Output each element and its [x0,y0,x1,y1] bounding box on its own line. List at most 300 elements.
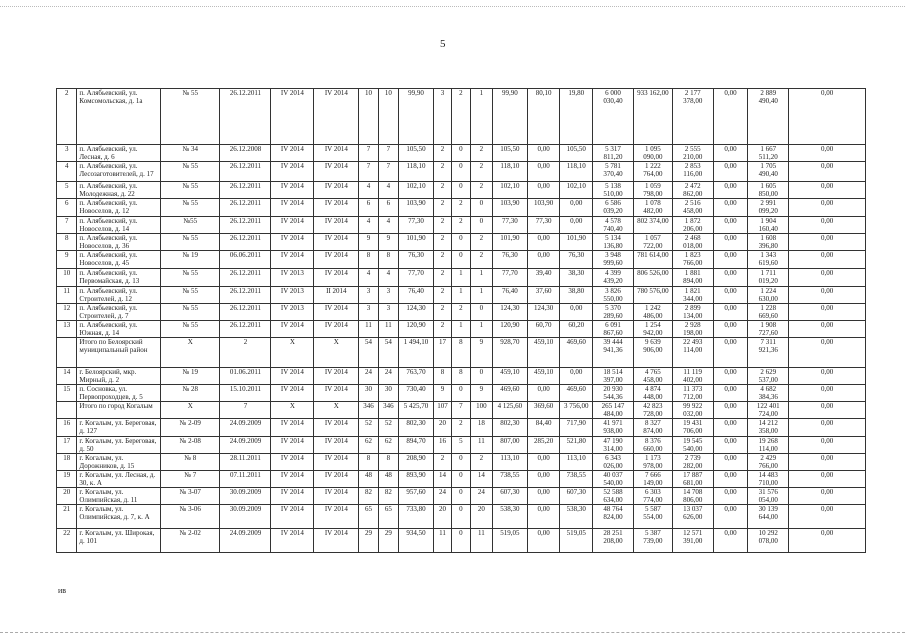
table-cell: 99,90 [493,89,528,145]
table-cell: 3 948 999,60 [593,251,634,269]
table-cell: IV 2014 [271,217,314,234]
table-cell: 13 [57,321,77,338]
table-cell: IV 2014 [271,199,314,217]
table-cell: 26.12.2011 [220,321,271,338]
table-cell: 2 177 378,00 [672,89,713,145]
table-cell: 4 [378,269,398,287]
table-cell: IV 2014 [271,251,314,269]
table-cell: 519,05 [560,529,593,553]
table-cell: 8 [378,454,398,471]
table-cell: 102,10 [399,182,434,199]
table-cell: 65 [378,505,398,529]
table-cell: 10 [359,89,378,145]
table-cell: IV 2014 [314,182,359,199]
table-cell: № 2-08 [161,437,220,454]
table-cell: 99,90 [399,89,434,145]
table-cell: 521,80 [560,437,593,454]
table-cell: 802,30 [493,419,528,437]
table-cell: 0,00 [713,217,748,234]
table-cell: 8 [57,234,77,251]
table-cell: 52 [359,419,378,437]
table-cell: 19 431 706,00 [672,419,713,437]
table-cell: 3 [433,89,451,145]
table-cell: IV 2014 [314,162,359,182]
table-cell: 0 [452,182,470,199]
address-cell: п. Алябьевский, ул. Новоселов, д. 14 [77,217,161,234]
table-cell: IV 2014 [314,437,359,454]
table-cell: 4 874 448,00 [633,385,672,402]
table-cell: 26.12.2011 [220,217,271,234]
table-cell: 9 639 906,00 [633,338,672,368]
table-cell: 29 [359,529,378,553]
table-cell: 1 [452,269,470,287]
table-cell: 14 [470,471,492,488]
table-cell: 8 [452,338,470,368]
table-cell: 1 711 019,20 [748,269,789,287]
table-cell: 0,00 [527,488,560,505]
table-cell: 0,00 [713,385,748,402]
table-cell: № 55 [161,162,220,182]
address-cell: г. Когалым, ул. Широкая, д. 101 [77,529,161,553]
table-cell: 3 826 550,00 [593,287,634,304]
table-cell: 11 373 712,00 [672,385,713,402]
table-cell: 0 [452,145,470,162]
table-cell: 4 399 439,20 [593,269,634,287]
table-cell: 0,00 [789,251,866,269]
table-cell: 17 [57,437,77,454]
address-cell: г. Когалым, ул. Береговая, д. 127 [77,419,161,437]
table-cell: 0,00 [713,488,748,505]
table-cell: 82 [378,488,398,505]
table-cell: 957,60 [399,488,434,505]
table-cell: 4 125,60 [493,402,528,419]
table-cell: 0,00 [713,251,748,269]
table-cell: № 55 [161,287,220,304]
address-cell: п. Сосновка, ул. Первопроходцев, д. 5 [77,385,161,402]
scan-edge-bottom [0,632,905,634]
table-row [57,217,866,234]
table-cell: 30 139 644,00 [748,505,789,529]
table-cell: 4 682 384,36 [748,385,789,402]
table-cell: IV 2014 [271,234,314,251]
table-cell: 9 [378,234,398,251]
table-cell: X [314,338,359,368]
table-cell: 6 [57,199,77,217]
table-cell: 19 268 114,00 [748,437,789,454]
table-cell: 738,55 [560,471,593,488]
table-cell: 21 [57,505,77,529]
table-cell: 9 [470,385,492,402]
table-cell: № 2-02 [161,529,220,553]
table-cell: 10 [57,269,77,287]
table-cell: 18 [57,454,77,471]
table-cell: 7 311 921,36 [748,338,789,368]
table-cell: 469,60 [560,385,593,402]
table-cell: IV 2014 [271,529,314,553]
table-cell: 4 765 458,00 [633,368,672,385]
table-cell: X [314,402,359,419]
table-cell: 0,00 [789,437,866,454]
table-cell: IV 2014 [314,251,359,269]
table-cell: 06.06.2011 [220,251,271,269]
table-cell: 9 [470,338,492,368]
table-cell: 2 853 116,00 [672,162,713,182]
table-cell: 0,00 [789,505,866,529]
table-cell: IV 2013 [271,269,314,287]
table-cell: 2 [470,234,492,251]
table-cell: № 7 [161,471,220,488]
table-cell: 12 571 391,00 [672,529,713,553]
table-cell: 29 [378,529,398,553]
table-cell: IV 2014 [314,199,359,217]
table-cell: 0,00 [713,338,748,368]
table-cell: 103,90 [493,199,528,217]
table-cell: 0,00 [789,419,866,437]
table-cell: 2 [452,89,470,145]
table-cell: 1 [470,321,492,338]
table-cell: 5 370 289,60 [593,304,634,321]
table-cell: IV 2014 [314,217,359,234]
table-cell: 2 [433,321,451,338]
table-cell: 4 578 740,40 [593,217,634,234]
table-cell: 346 [378,402,398,419]
table-cell: № 55 [161,269,220,287]
table-cell: 11 [470,529,492,553]
table-cell: IV 2014 [314,234,359,251]
table-cell: 118,10 [560,162,593,182]
address-cell: Итого по Белоярский муниципальный район [77,338,161,368]
table-cell: 28.11.2011 [220,454,271,471]
table-cell: 1 222 764,00 [633,162,672,182]
table-cell: 101,90 [493,234,528,251]
table-cell: 0 [470,199,492,217]
table-cell: 0,00 [527,471,560,488]
table-cell: 2 [433,217,451,234]
table-cell: 0 [452,454,470,471]
table-cell: 28 251 208,00 [593,529,634,553]
table-cell: 1 667 511,20 [748,145,789,162]
table-cell: 100 [470,402,492,419]
table-cell: 48 [359,471,378,488]
table-cell: 1 095 090,00 [633,145,672,162]
table-cell: 285,20 [527,437,560,454]
table-cell: 118,10 [493,162,528,182]
table-cell: 1 078 482,00 [633,199,672,217]
table-cell: 4 [378,217,398,234]
table-cell: 0 [452,505,470,529]
table-cell: № 2-09 [161,419,220,437]
table-cell: 346 [359,402,378,419]
table-cell: 7 [452,402,470,419]
table-cell: 15.10.2011 [220,385,271,402]
table-cell: 0,00 [560,199,593,217]
table-cell: 7 [359,145,378,162]
table-cell: № 55 [161,89,220,145]
table-cell: 77,30 [527,217,560,234]
table-cell: 24.09.2009 [220,437,271,454]
table-cell: 42 823 728,00 [633,402,672,419]
table-cell: 781 614,00 [633,251,672,269]
table-cell: 14 483 710,00 [748,471,789,488]
table-cell: 3 756,00 [560,402,593,419]
table-cell: 76,30 [399,251,434,269]
table-cell: 48 764 824,00 [593,505,634,529]
table-body [57,89,866,553]
table-cell: 3 [359,304,378,321]
table-cell: IV 2014 [271,182,314,199]
table-cell: 8 376 660,00 [633,437,672,454]
table-row [57,182,866,199]
table-cell: 0,00 [789,385,866,402]
table-cell: IV 2014 [314,488,359,505]
table-cell: 0 [452,529,470,553]
table-cell: 41 971 938,00 [593,419,634,437]
table-cell: 2 [433,199,451,217]
table-cell: 0,00 [560,217,593,234]
table-cell: 763,70 [399,368,434,385]
table-cell: 0,00 [527,505,560,529]
table-cell: 0,00 [789,182,866,199]
table-cell: 1 [470,89,492,145]
table-cell: 40 037 540,00 [593,471,634,488]
table-cell: 1 [452,287,470,304]
table-cell: 62 [359,437,378,454]
table-cell: 0,00 [789,368,866,385]
table-cell: 0,00 [789,269,866,287]
table-cell: 18 [470,419,492,437]
table-cell: 1 254 942,00 [633,321,672,338]
table-cell: 0,00 [789,234,866,251]
table-cell: 1 224 630,00 [748,287,789,304]
table-cell: 2 [452,419,470,437]
table-cell: 120,90 [399,321,434,338]
table-row [57,385,866,402]
address-cell: п. Алябьевский, ул. Южная, д. 14 [77,321,161,338]
table-cell: IV 2014 [271,419,314,437]
table-cell: 2 [470,454,492,471]
table-cell: IV 2014 [314,145,359,162]
table-cell: 30 [378,385,398,402]
table-cell: IV 2014 [314,529,359,553]
table-cell: 3 [57,145,77,162]
table-cell: 16 [57,419,77,437]
table-cell: 0,00 [713,437,748,454]
table-cell: IV 2014 [271,145,314,162]
table-cell: 730,40 [399,385,434,402]
table-cell: 0,00 [527,145,560,162]
table-cell: 1 057 722,00 [633,234,672,251]
table-row [57,529,866,553]
address-cell: г. Когалым, ул. Олимпийская, д. 11 [77,488,161,505]
table-cell: 0,00 [713,269,748,287]
table-cell: 2 [433,182,451,199]
table-cell: 77,70 [399,269,434,287]
footnote-mark: ив [58,586,67,595]
table-cell: 2 [470,145,492,162]
table-cell: 17 [433,338,451,368]
table-cell: 101,90 [399,234,434,251]
table-row [57,454,866,471]
table-cell: 933 162,00 [633,89,672,145]
table-cell: 1 872 206,00 [672,217,713,234]
table-cell: 38,30 [560,269,593,287]
table-cell: 8 [433,368,451,385]
table-row [57,368,866,385]
table-cell: 26.12.2011 [220,287,271,304]
table-row [57,338,866,368]
table-cell: IV 2014 [271,471,314,488]
table-cell: 60,70 [527,321,560,338]
table-cell: 7 [57,217,77,234]
table-row [57,145,866,162]
table-cell: 07.11.2011 [220,471,271,488]
table-cell: 7 [378,145,398,162]
table-cell: IV 2013 [271,304,314,321]
table-cell: IV 2014 [271,89,314,145]
table-cell: 18 514 397,00 [593,368,634,385]
table-cell: 39,40 [527,269,560,287]
table-cell: 26.12.2011 [220,89,271,145]
table-cell: 11 [378,321,398,338]
table-cell: 2 [452,199,470,217]
table-cell: 13 037 626,00 [672,505,713,529]
table-cell: 0,00 [527,234,560,251]
table-cell: 105,50 [399,145,434,162]
table-cell: 1 [470,287,492,304]
table-cell: 2 [452,304,470,321]
table-cell: 122 401 724,00 [748,402,789,419]
table-cell: 0,00 [713,162,748,182]
table-cell: 15 [57,385,77,402]
table-cell: 0,00 [713,234,748,251]
table-cell: 0,00 [713,419,748,437]
table-cell: 60,20 [560,321,593,338]
table-cell: IV 2014 [271,488,314,505]
table-cell: 2 [470,182,492,199]
table-cell: 0,00 [789,89,866,145]
table-cell: 7 666 149,00 [633,471,672,488]
table-cell: 118,10 [399,162,434,182]
table-cell: 2 472 862,00 [672,182,713,199]
table-cell: 369,60 [527,402,560,419]
table-cell: 26.12.2008 [220,145,271,162]
table-cell: 20 [470,505,492,529]
address-cell: п. Алябьевский, ул. Новоселов, д. 12 [77,199,161,217]
table-cell: 607,30 [493,488,528,505]
table-cell: 1 608 396,80 [748,234,789,251]
table-cell: 48 [378,471,398,488]
table-row [57,251,866,269]
table-cell: 538,30 [493,505,528,529]
table-cell: 124,30 [399,304,434,321]
table-cell: 22 [57,529,77,553]
table-cell: IV 2014 [271,162,314,182]
table-cell: 469,60 [493,385,528,402]
table-cell: 30.09.2009 [220,488,271,505]
table-cell: 9 [433,385,451,402]
table-cell: 469,60 [560,338,593,368]
table-cell: 16 [433,437,451,454]
table-cell: 806 526,00 [633,269,672,287]
table-cell: 0,00 [713,182,748,199]
table-cell: 24.09.2009 [220,419,271,437]
table-cell: 0,00 [789,145,866,162]
table-cell: 0,00 [713,145,748,162]
table-cell: 0,00 [789,338,866,368]
table-cell: 11 [470,437,492,454]
table-cell: 14 708 806,00 [672,488,713,505]
table-cell: 4 [359,182,378,199]
table-cell: №55 [161,217,220,234]
table-cell: 0,00 [789,321,866,338]
table-cell: 717,90 [560,419,593,437]
address-cell: п. Алябьевский, ул. Строителей, д. 7 [77,304,161,321]
table-cell: 0,00 [713,199,748,217]
table-cell: 0,00 [789,304,866,321]
table-cell: 101,90 [560,234,593,251]
table-cell: 11 [433,529,451,553]
table-cell: 80,10 [527,89,560,145]
table-cell: 22 493 114,00 [672,338,713,368]
table-cell: 62 [378,437,398,454]
table-row [57,162,866,182]
table-cell: 5 134 136,80 [593,234,634,251]
table-cell: 0,00 [713,529,748,553]
table-cell: 6 [378,199,398,217]
table-cell: 24 [470,488,492,505]
table-row [57,419,866,437]
table-cell: IV 2014 [314,321,359,338]
table-cell: 3 [359,287,378,304]
table-cell: 2 [433,269,451,287]
table-row [57,437,866,454]
table-cell: 102,10 [493,182,528,199]
table-cell: 10 292 078,00 [748,529,789,553]
table-cell: 6 [359,199,378,217]
table-cell: 519,05 [493,529,528,553]
table-cell: 1 904 160,40 [748,217,789,234]
table-cell: 0,00 [713,402,748,419]
table-cell: 2 [57,89,77,145]
table-cell: 0,00 [713,454,748,471]
table-cell: 7 [220,402,271,419]
address-cell: Итого по город Когалым [77,402,161,419]
table-cell: 0,00 [527,385,560,402]
table-cell: 52 [378,419,398,437]
table-cell: 4 [359,217,378,234]
table-cell: IV 2014 [271,368,314,385]
table-cell: 894,70 [399,437,434,454]
table-cell: 4 [378,182,398,199]
table-cell: 19 545 540,00 [672,437,713,454]
table-cell: 2 629 537,00 [748,368,789,385]
table-cell: 8 327 874,00 [633,419,672,437]
table-cell: 2 [433,145,451,162]
table-row [57,234,866,251]
table-cell: 10 [378,89,398,145]
table-cell: 0,00 [713,287,748,304]
table-cell: 2 516 458,00 [672,199,713,217]
address-cell: п. Алябьевский, ул. Комсомольская, д. 1а [77,89,161,145]
table-cell: 893,90 [399,471,434,488]
table-cell: IV 2014 [314,269,359,287]
table-cell: 802,30 [399,419,434,437]
table-cell: 47 190 314,00 [593,437,634,454]
table-cell: 0 [452,471,470,488]
table-cell: 2 928 198,00 [672,321,713,338]
table-cell: 103,90 [399,199,434,217]
table-cell: 19 [57,471,77,488]
